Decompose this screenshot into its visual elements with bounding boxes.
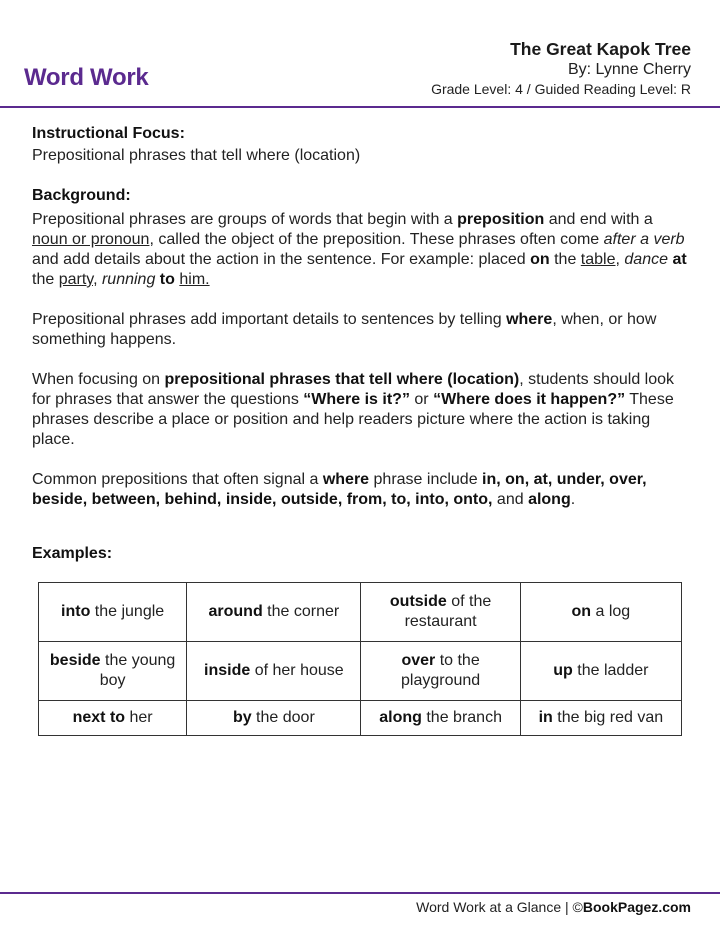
section-title: Word Work xyxy=(24,64,149,91)
table-cell: around the corner xyxy=(187,583,361,642)
main-content xyxy=(32,124,688,564)
table-cell: beside the young boy xyxy=(39,642,187,701)
page-footer xyxy=(416,899,691,915)
examples-heading: Examples: xyxy=(32,545,113,562)
table-row xyxy=(39,701,682,736)
background-paragraph-1: Prepositional phrases are groups of words that begin with a preposition and end with a noun or pronoun, called the object of the preposition. These phrases often come after a verb and add details about the action in the sentence. For example: placed on the table, dance at the party, running to him. xyxy=(32,211,687,288)
background-paragraph-4: Common prepositions that often signal a where phrase include in, on, at, under, over, beside, between, behind, inside, outside, from, to, into, onto, and along. xyxy=(32,471,647,508)
table-row xyxy=(39,642,682,701)
table-cell: in the big red van xyxy=(520,701,681,736)
background-paragraph-3: When focusing on prepositional phrases that tell where (location), students should look for phrases that answer the questions “Where is it?” or “Where does it happen?” These phrases describe a place or position and help readers picture where the action is taking place. xyxy=(32,371,675,448)
book-info xyxy=(431,38,691,98)
table-cell: next to her xyxy=(39,701,187,736)
instructional-focus-heading: Instructional Focus: xyxy=(32,125,185,142)
footer-divider xyxy=(0,892,720,894)
examples-table xyxy=(38,582,682,736)
page-header xyxy=(0,0,720,108)
table-cell: inside of her house xyxy=(187,642,361,701)
grade-level: Grade Level: 4 / Guided Reading Level: R xyxy=(431,81,691,97)
table-cell: over to the playground xyxy=(361,642,520,701)
instructional-focus-text: Prepositional phrases that tell where (location) xyxy=(32,147,361,164)
table-cell: up the ladder xyxy=(520,642,681,701)
background-heading: Background: xyxy=(32,187,131,204)
table-row xyxy=(39,583,682,642)
table-cell: on a log xyxy=(520,583,681,642)
footer-brand: BookPagez.com xyxy=(582,899,691,915)
table-cell: along the branch xyxy=(361,701,520,736)
header-divider xyxy=(0,106,720,108)
book-author: By: Lynne Cherry xyxy=(567,61,691,78)
footer-text: Word Work at a Glance | © xyxy=(416,899,583,915)
table-cell: outside of the restaurant xyxy=(361,583,520,642)
book-title: The Great Kapok Tree xyxy=(510,39,691,59)
table-cell: by the door xyxy=(187,701,361,736)
table-cell: into the jungle xyxy=(39,583,187,642)
background-paragraph-2: Prepositional phrases add important details to sentences by telling where, when, or how something happens. xyxy=(32,311,657,348)
